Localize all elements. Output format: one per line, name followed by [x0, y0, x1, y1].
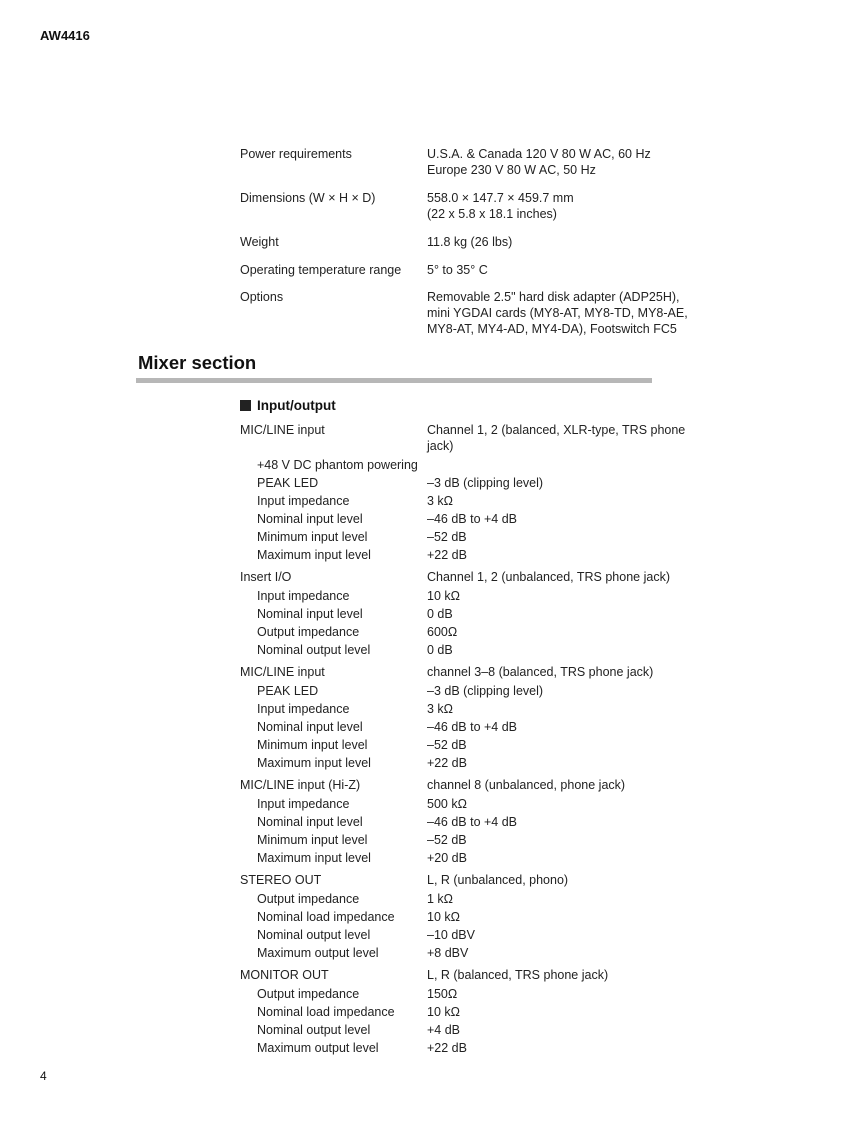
io-item-value: –46 dB to +4 dB	[427, 720, 518, 734]
io-item-value: 500 kΩ	[427, 797, 467, 811]
io-group-value-line: channel 3–8 (balanced, TRS phone jack)	[427, 665, 654, 679]
io-item	[240, 849, 710, 867]
spec-row-weight	[240, 234, 710, 250]
io-item-label: Minimum input level	[257, 833, 368, 847]
io-item	[240, 795, 710, 813]
io-group-mic-line-3-8	[240, 664, 710, 772]
spec-row-power	[240, 146, 710, 178]
io-group-label: MONITOR OUT	[240, 968, 329, 982]
io-item	[240, 985, 710, 1003]
spec-value	[427, 234, 710, 250]
io-item	[240, 926, 710, 944]
subsection-heading	[240, 398, 336, 413]
io-group-value	[427, 664, 710, 680]
io-group-value-line: channel 8 (unbalanced, phone jack)	[427, 778, 626, 792]
io-item-label: Minimum input level	[257, 530, 368, 544]
spec-value-line: 5° to 35° C	[427, 263, 488, 277]
subsection-title: Input/output	[257, 398, 336, 413]
io-group-label: MIC/LINE input (Hi-Z)	[240, 778, 361, 792]
io-group-header	[240, 569, 710, 585]
spec-label: Dimensions (W × H × D)	[240, 191, 376, 205]
io-item-value: +22 dB	[427, 548, 467, 562]
io-item-label: Output impedance	[257, 625, 360, 639]
spec-value	[427, 289, 710, 337]
io-item	[240, 890, 710, 908]
io-item-value: –3 dB (clipping level)	[427, 684, 544, 698]
io-item-value: 10 kΩ	[427, 1005, 460, 1019]
io-item-value: –52 dB	[427, 833, 467, 847]
io-item	[240, 474, 710, 492]
io-group-value	[427, 569, 710, 585]
io-item	[240, 736, 710, 754]
io-item-label: Nominal input level	[257, 720, 363, 734]
io-item-value: –3 dB (clipping level)	[427, 476, 544, 490]
io-item-label: Minimum input level	[257, 738, 368, 752]
section-title: Mixer section	[138, 352, 257, 373]
io-group-hi-z	[240, 777, 710, 867]
io-item-value	[418, 456, 710, 474]
io-item-label: Maximum input level	[257, 756, 371, 770]
io-item	[240, 456, 710, 474]
io-group-header	[240, 777, 710, 793]
io-group-header	[240, 422, 710, 454]
io-group-label: MIC/LINE input	[240, 423, 325, 437]
io-group-header	[240, 967, 710, 983]
io-group-monitor-out	[240, 967, 710, 1057]
spec-value-line: Removable 2.5" hard disk adapter (ADP25H),	[427, 290, 680, 304]
general-specs	[240, 146, 710, 349]
io-item-value: +20 dB	[427, 851, 467, 865]
io-item	[240, 682, 710, 700]
io-item-value: –10 dBV	[427, 928, 475, 942]
io-item	[240, 813, 710, 831]
io-item-value: +22 dB	[427, 756, 467, 770]
io-item	[240, 641, 710, 659]
io-item	[240, 492, 710, 510]
io-item-value: +22 dB	[427, 1041, 467, 1055]
io-item-value: –52 dB	[427, 738, 467, 752]
io-item-label: Nominal input level	[257, 607, 363, 621]
spec-value-line: mini YGDAI cards (MY8-AT, MY8-TD, MY8-AE,	[427, 306, 688, 320]
page-number: 4	[40, 1069, 47, 1083]
io-item	[240, 1021, 710, 1039]
io-item-value: 150Ω	[427, 987, 458, 1001]
spec-value-line: 11.8 kg (26 lbs)	[427, 235, 513, 249]
io-item-label: Input impedance	[257, 797, 350, 811]
io-item-value: 3 kΩ	[427, 702, 454, 716]
io-item-label: PEAK LED	[257, 476, 319, 490]
io-item-value: –46 dB to +4 dB	[427, 815, 518, 829]
spec-value-line: MY8-AT, MY4-AD, MY4-DA), Footswitch FC5	[427, 322, 677, 336]
io-item	[240, 510, 710, 528]
io-group-value-line: L, R (unbalanced, phono)	[427, 873, 569, 887]
io-item-value: +4 dB	[427, 1023, 461, 1037]
io-item	[240, 1039, 710, 1057]
io-group-label: Insert I/O	[240, 570, 292, 584]
spec-value	[427, 262, 710, 278]
spec-row-options	[240, 289, 710, 337]
io-item-value: 0 dB	[427, 643, 453, 657]
io-item	[240, 718, 710, 736]
io-group-value-line: Channel 1, 2 (balanced, XLR-type, TRS phone	[427, 423, 686, 437]
spec-value-line: U.S.A. & Canada 120 V 80 W AC, 60 Hz	[427, 147, 651, 161]
io-item-value: 1 kΩ	[427, 892, 454, 906]
section-divider	[136, 378, 652, 383]
io-item	[240, 700, 710, 718]
io-item	[240, 587, 710, 605]
io-group-value	[427, 422, 710, 454]
io-group-value	[427, 872, 710, 888]
io-item-label: Nominal output level	[257, 643, 371, 657]
io-item-label: Nominal output level	[257, 1023, 371, 1037]
io-item-label: Output impedance	[257, 892, 360, 906]
io-item-label: Nominal load impedance	[257, 1005, 395, 1019]
io-group-value-line: jack)	[427, 439, 454, 453]
io-item-value: 3 kΩ	[427, 494, 454, 508]
document-model-header: AW4416	[40, 28, 90, 43]
io-item	[240, 546, 710, 564]
io-group-stereo-out	[240, 872, 710, 962]
spec-row-dimensions	[240, 190, 710, 222]
io-item-label: Maximum input level	[257, 548, 371, 562]
io-item	[240, 831, 710, 849]
io-item-label: Maximum input level	[257, 851, 371, 865]
io-item-label: Maximum output level	[257, 1041, 379, 1055]
io-item-label: Maximum output level	[257, 946, 379, 960]
spec-value-line: (22 x 5.8 x 18.1 inches)	[427, 207, 557, 221]
io-item-value: 600Ω	[427, 625, 458, 639]
io-item	[240, 944, 710, 962]
io-item	[240, 754, 710, 772]
io-group-mic-line-1-2	[240, 422, 710, 564]
io-group-label: MIC/LINE input	[240, 665, 325, 679]
io-item-label: Output impedance	[257, 987, 360, 1001]
io-group-insert	[240, 569, 710, 659]
spec-value	[427, 146, 710, 178]
io-item-value: 0 dB	[427, 607, 453, 621]
io-item	[240, 528, 710, 546]
io-item-label: PEAK LED	[257, 684, 319, 698]
io-group-value-line: Channel 1, 2 (unbalanced, TRS phone jack)	[427, 570, 670, 584]
io-item-label: Nominal output level	[257, 928, 371, 942]
spec-value-line: Europe 230 V 80 W AC, 50 Hz	[427, 163, 596, 177]
spec-value	[427, 190, 710, 222]
io-item-value: –52 dB	[427, 530, 467, 544]
io-group-value	[427, 967, 710, 983]
io-item-label: Nominal load impedance	[257, 910, 395, 924]
io-item-value: 10 kΩ	[427, 589, 460, 603]
spec-value-line: 558.0 × 147.7 × 459.7 mm	[427, 191, 574, 205]
spec-label: Power requirements	[240, 147, 352, 161]
io-item	[240, 605, 710, 623]
io-specs	[240, 422, 710, 1062]
spec-label: Options	[240, 290, 284, 304]
bullet-square-icon	[240, 400, 251, 411]
spec-label: Operating temperature range	[240, 263, 402, 277]
io-item-value: –46 dB to +4 dB	[427, 512, 518, 526]
io-item	[240, 623, 710, 641]
io-item-label: +48 V DC phantom powering	[257, 458, 418, 472]
io-group-value-line: L, R (balanced, TRS phone jack)	[427, 968, 609, 982]
io-item-label: Nominal input level	[257, 512, 363, 526]
io-item-value: 10 kΩ	[427, 910, 460, 924]
io-item-label: Nominal input level	[257, 815, 363, 829]
io-group-header	[240, 872, 710, 888]
io-item	[240, 1003, 710, 1021]
io-item-value: +8 dBV	[427, 946, 469, 960]
io-item	[240, 908, 710, 926]
io-group-label: STEREO OUT	[240, 873, 322, 887]
io-item-label: Input impedance	[257, 702, 350, 716]
io-group-header	[240, 664, 710, 680]
spec-row-temperature	[240, 262, 710, 278]
io-group-value	[427, 777, 710, 793]
io-item-label: Input impedance	[257, 494, 350, 508]
spec-label: Weight	[240, 235, 279, 249]
io-item-label: Input impedance	[257, 589, 350, 603]
